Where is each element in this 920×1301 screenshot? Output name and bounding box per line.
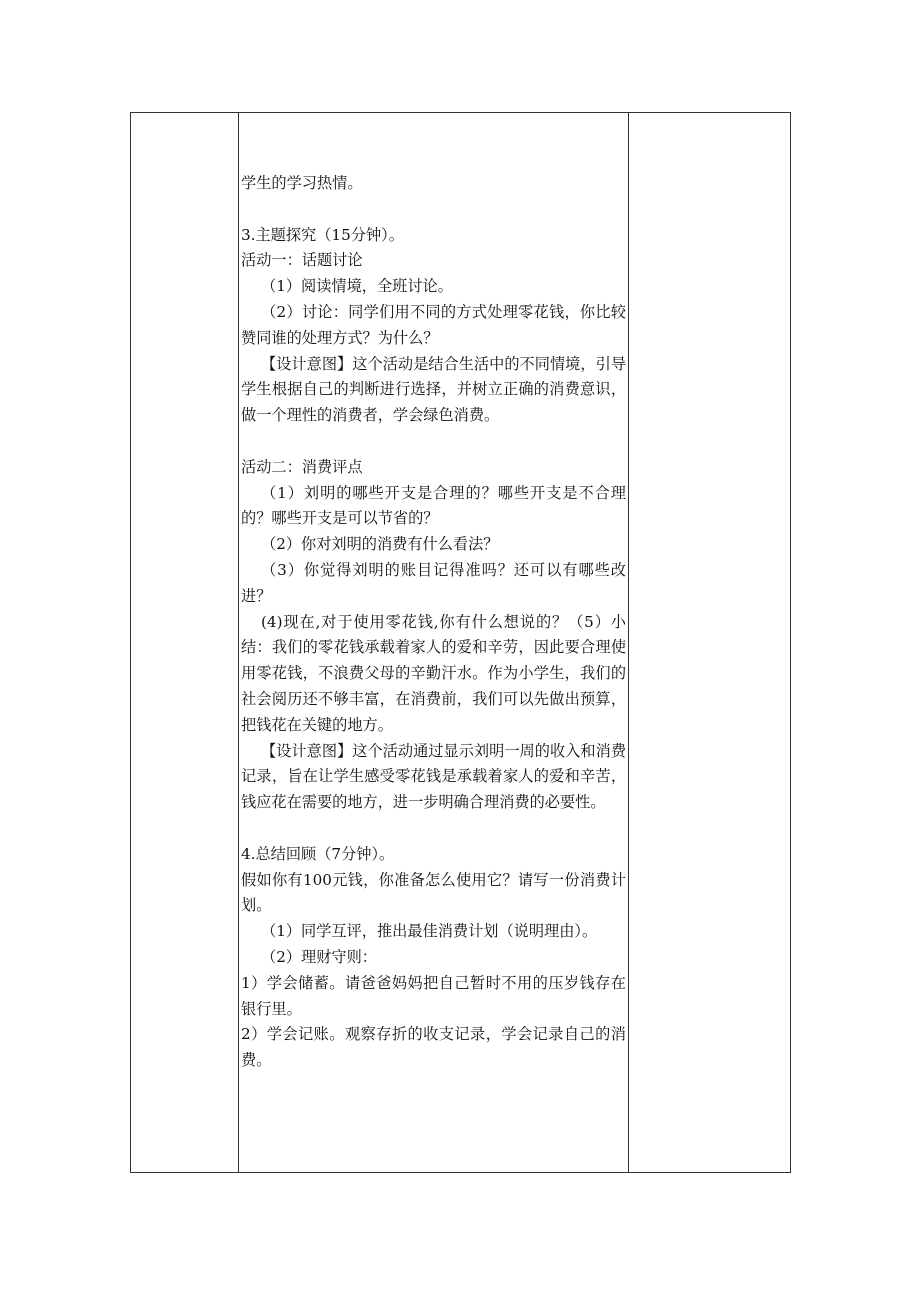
paragraph: （1）阅读情境，全班讨论。: [261, 277, 453, 296]
paragraph: 学生的学习热情。: [241, 174, 363, 192]
section-heading-summary: 4.总结回顾（7分钟）。: [241, 844, 395, 863]
paragraph: （1）刘明的哪些开支是合理的？哪些开支是不合理的？哪些开支是可以节省的？: [241, 483, 626, 528]
lesson-plan-table: [130, 112, 791, 1173]
paragraph: 2）学会记账。观察存折的收支记录，学会记录自己的消费。: [241, 1025, 626, 1070]
paragraph: 假如你有100元钱，你准备怎么使用它？请写一份消费计划。: [241, 870, 626, 915]
design-intent-paragraph: 【设计意图】这个活动通过显示刘明一周的收入和消费记录，旨在让学生感受零花钱是承载着家人的爱和辛苦，钱应花在需要的地方，进一步明确合理消费的必要性。: [241, 741, 626, 812]
column-divider-right: [628, 113, 629, 1172]
paragraph: (4)现在,对于使用零花钱,你有什么想说的？（5）小结：我们的零花钱承载着家人的爱和辛劳，因此要合理使用零花钱，不浪费父母的辛勤汗水。作为小学生，我们的社会阅历还不够丰富，在消费前，我们可以先做出预算，把钱花在关键的地方。: [241, 612, 626, 734]
paragraph: 1）学会储蓄。请爸爸妈妈把自己暂时不用的压岁钱存在银行里。: [241, 973, 626, 1018]
design-intent-paragraph: 【设计意图】这个活动是结合生活中的不同情境，引导学生根据自己的判断进行选择，并树立正确的消费意识，做一个理性的消费者，学会绿色消费。: [241, 354, 626, 425]
paragraph: （3）你觉得刘明的账目记得准吗？还可以有哪些改进？: [241, 560, 626, 605]
teaching-process-cell: [239, 113, 628, 1172]
activity-one-heading: 活动一：话题讨论: [241, 251, 363, 270]
paragraph: （2）讨论：同学们用不同的方式处理零花钱，你比较赞同谁的处理方式？为什么？: [241, 302, 626, 347]
activity-two-heading: 活动二：消费评点: [241, 457, 363, 476]
paragraph: （1）同学互评，推出最佳消费计划（说明理由）。: [261, 922, 598, 941]
section-heading-theme-inquiry: 3.主题探究（15分钟）。: [241, 225, 404, 244]
paragraph: （2）你对刘明的消费有什么看法？: [261, 535, 499, 554]
paragraph: （2）理财守则：: [261, 947, 377, 966]
